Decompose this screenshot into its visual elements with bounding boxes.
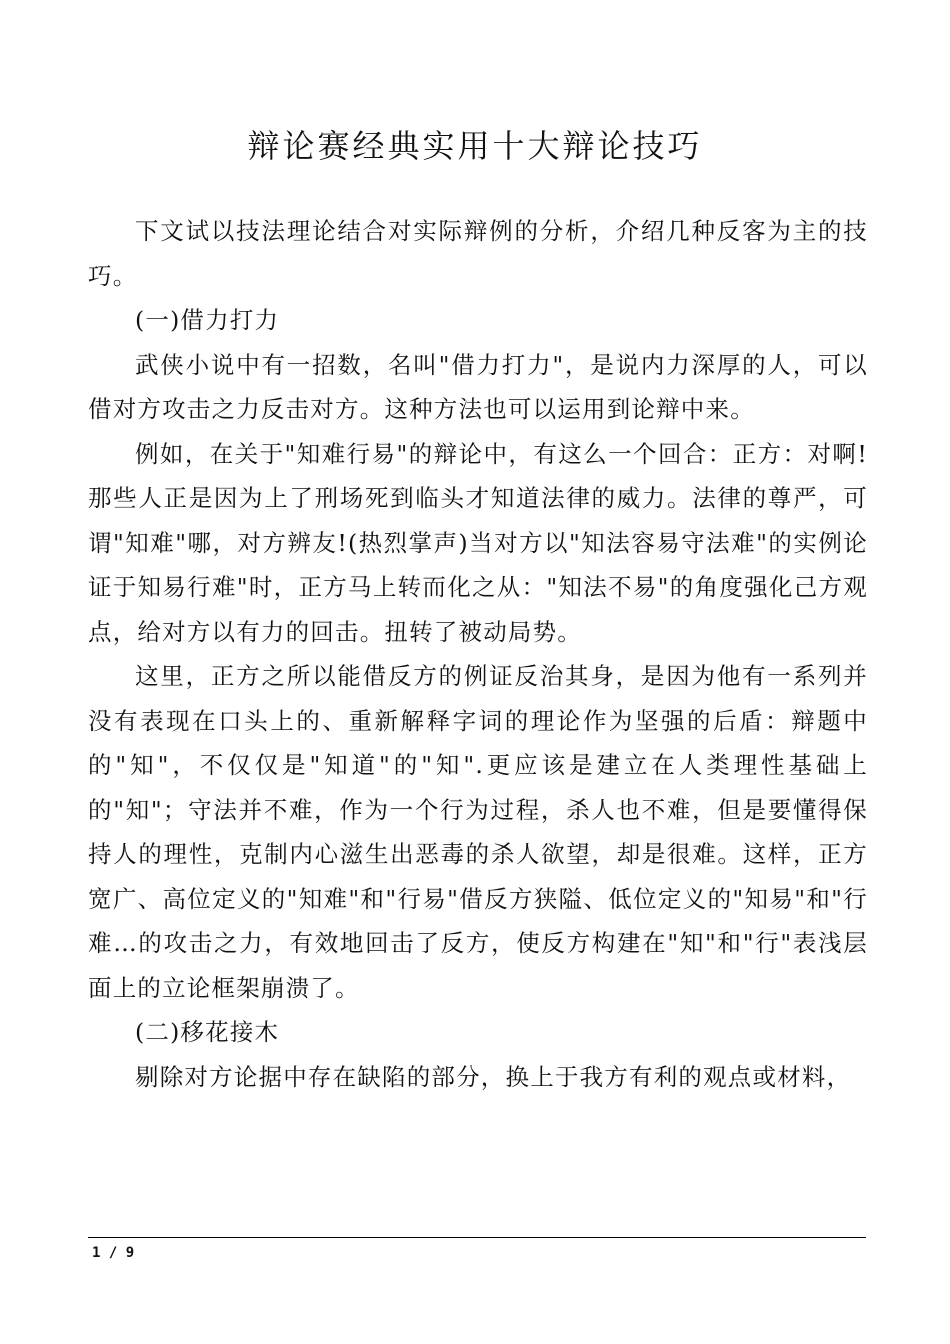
paragraph-4: 剔除对方论据中存在缺陷的部分，换上于我方有利的观点或材料，	[135, 1062, 852, 1091]
paragraph-2: 例如，在关于"知难行易"的辩论中，有这么一个回合：正方：对啊!那些人正是因为上了刑场死到临头才知道法律的威力。法律的尊严，可谓"知难"哪，对方辨友!(热烈掌声)当对方以"知法容易守法难"的实例论证于知易行难"时，正方马上转而化之从："知法不易"的角度强化己方观点，给对方以有力的回击。扭转了被动局势。	[88, 439, 868, 646]
footer-divider	[88, 1237, 866, 1238]
document-title: 辩论赛经典实用十大辩论技巧	[247, 127, 703, 165]
document-body	[88, 209, 868, 1099]
paragraph-1: 武侠小说中有一招数，名叫"借力打力"，是说内力深厚的人，可以借对方攻击之力反击对方。这种方法也可以运用到论辩中来。	[88, 350, 868, 423]
paragraph-intro: 下文试以技法理论结合对实际辩例的分析，介绍几种反客为主的技巧。	[88, 217, 868, 290]
section-heading-1: (一)借力打力	[135, 306, 280, 334]
page-number: 1 / 9	[92, 1245, 135, 1261]
section-heading-2: (二)移花接木	[135, 1018, 280, 1046]
paragraph-3: 这里，正方之所以能借反方的例证反治其身，是因为他有一系列并没有表现在口头上的、重新解释字词的理论作为坚强的后盾：辩题中的"知"，不仅仅是"知道"的"知".更应该是建立在人类理性基础上的"知"；守法并不难，作为一个行为过程，杀人也不难，但是要懂得保持人的理性，克制内心滋生出恶毒的杀人欲望，却是很难。这样，正方宽广、高位定义的"知难"和"行易"借反方狭隘、低位定义的"知易"和"行难…的攻击之力，有效地回击了反方，使反方构建在"知"和"行"表浅层面上的立论框架崩溃了。	[88, 662, 868, 1002]
